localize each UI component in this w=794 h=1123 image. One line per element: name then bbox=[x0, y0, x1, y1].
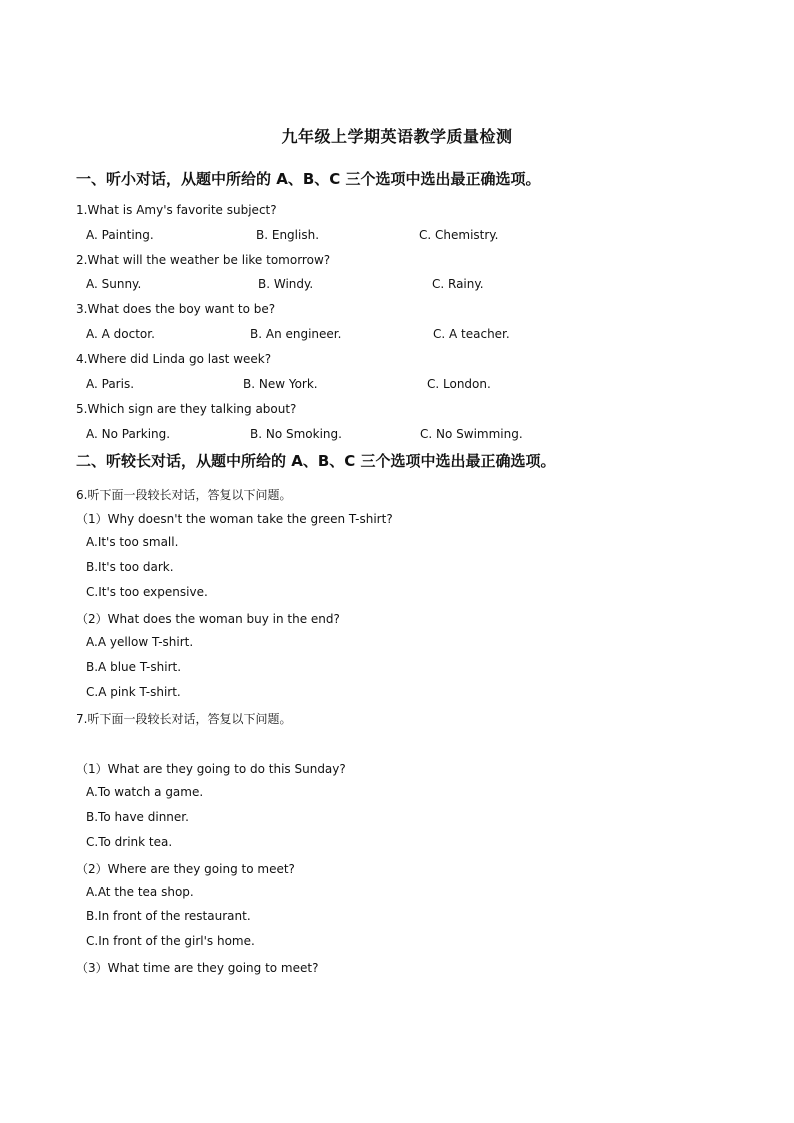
q6-2-option-b: B.A blue T-shirt. bbox=[86, 660, 182, 674]
q5-option-b: B. No Smoking. bbox=[250, 427, 342, 441]
question-7-intro: 7.听下面一段较长对话，答复以下问题。 bbox=[76, 712, 292, 726]
q6-1-option-b: B.It's too dark. bbox=[86, 560, 174, 574]
q6-2-option-a: A.A yellow T-shirt. bbox=[86, 635, 194, 649]
q3-option-c: C. A teacher. bbox=[433, 327, 510, 341]
q7-part-2: （2）Where are they going to meet? bbox=[76, 862, 295, 876]
q4-option-c: C. London. bbox=[427, 377, 491, 391]
q6-2-option-c: C.A pink T-shirt. bbox=[86, 685, 181, 699]
q6-part-2: （2）What does the woman buy in the end? bbox=[76, 612, 340, 626]
q3-option-a: A. A doctor. bbox=[86, 327, 155, 341]
q6-part-1: （1）Why doesn't the woman take the green T-shirt? bbox=[76, 512, 393, 526]
question-6-intro: 6.听下面一段较长对话，答复以下问题。 bbox=[76, 488, 292, 502]
q2-option-c: C. Rainy. bbox=[432, 277, 484, 291]
question-1: 1.What is Amy's favorite subject? bbox=[76, 203, 277, 217]
q5-option-c: C. No Swimming. bbox=[420, 427, 523, 441]
q7-2-option-c: C.In front of the girl's home. bbox=[86, 934, 255, 948]
q1-option-b: B. English. bbox=[256, 228, 320, 242]
q2-option-b: B. Windy. bbox=[258, 277, 314, 291]
question-2: 2.What will the weather be like tomorrow? bbox=[76, 253, 331, 267]
q7-1-option-c: C.To drink tea. bbox=[86, 835, 173, 849]
q2-option-a: A. Sunny. bbox=[86, 277, 142, 291]
q6-1-option-a: A.It's too small. bbox=[86, 535, 179, 549]
q1-option-c: C. Chemistry. bbox=[419, 228, 499, 242]
q7-2-option-a: A.At the tea shop. bbox=[86, 885, 194, 899]
q7-part-1: （1）What are they going to do this Sunday? bbox=[76, 762, 346, 776]
q7-1-option-a: A.To watch a game. bbox=[86, 785, 204, 799]
page-title: 九年级上学期英语教学质量检测 bbox=[281, 127, 513, 146]
q3-option-b: B. An engineer. bbox=[250, 327, 342, 341]
question-5: 5.Which sign are they talking about? bbox=[76, 402, 297, 416]
section-2-heading: 二、听较长对话，从题中所给的 A、B、C 三个选项中选出最正确选项。 bbox=[76, 452, 556, 470]
q5-option-a: A. No Parking. bbox=[86, 427, 171, 441]
q7-2-option-b: B.In front of the restaurant. bbox=[86, 909, 251, 923]
q7-1-option-b: B.To have dinner. bbox=[86, 810, 189, 824]
q6-1-option-c: C.It's too expensive. bbox=[86, 585, 208, 599]
q4-option-b: B. New York. bbox=[243, 377, 318, 391]
question-3: 3.What does the boy want to be? bbox=[76, 302, 276, 316]
q7-part-3: （3）What time are they going to meet? bbox=[76, 961, 319, 975]
question-4: 4.Where did Linda go last week? bbox=[76, 352, 272, 366]
q4-option-a: A. Paris. bbox=[86, 377, 135, 391]
section-1-heading: 一、听小对话，从题中所给的 A、B、C 三个选项中选出最正确选项。 bbox=[76, 170, 541, 188]
q1-option-a: A. Painting. bbox=[86, 228, 154, 242]
